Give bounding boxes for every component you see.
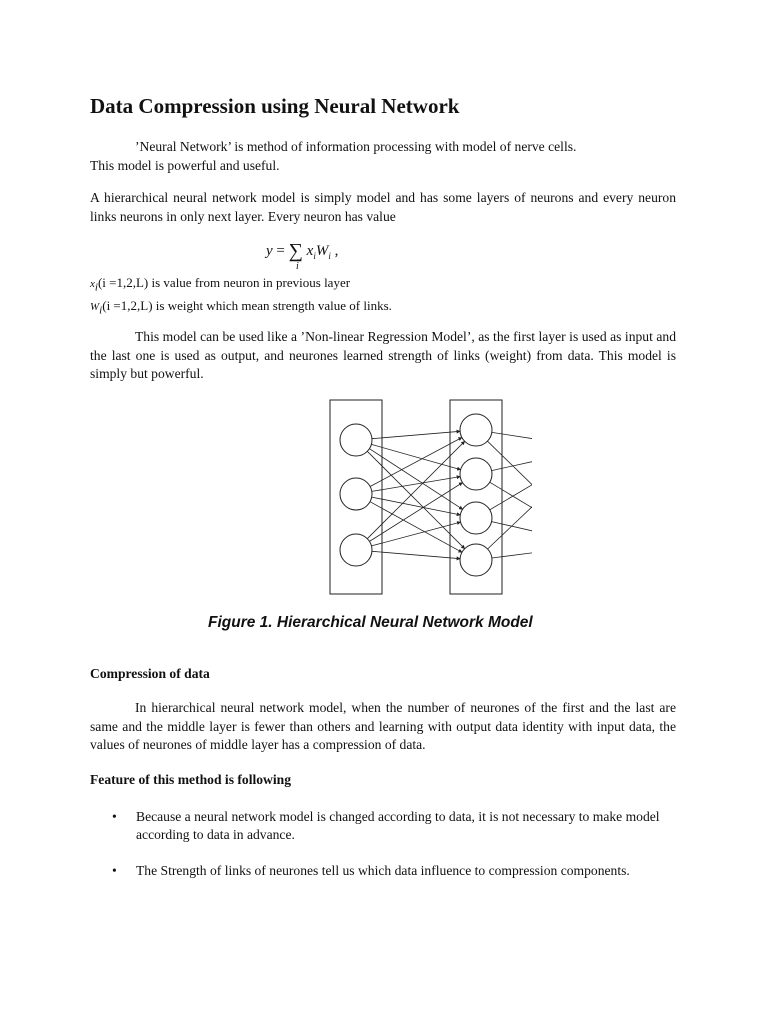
- document-title: Data Compression using Neural Network: [90, 94, 460, 118]
- neuron-link: [492, 432, 532, 445]
- neuron-link: [488, 441, 533, 534]
- feature-text-2: The Strength of links of neurones tell us which data influence to compression components.: [136, 863, 630, 878]
- neuron-node: [460, 458, 492, 490]
- formula-term-w: W: [315, 243, 329, 259]
- bullet-icon: •: [112, 863, 117, 878]
- definition-w-text: is weight which mean strength value of links.: [152, 297, 392, 313]
- intro-line-2: This model is powerful and useful.: [90, 157, 280, 173]
- neuron-node: [340, 478, 372, 510]
- definition-x-var: x: [90, 278, 95, 290]
- definition-w-var: W: [90, 300, 100, 313]
- definition-x-sub: i: [94, 281, 98, 294]
- neuron-link: [372, 522, 461, 546]
- formula-trailing: ,: [334, 243, 339, 259]
- neuron-link: [490, 482, 532, 537]
- sum-index: i: [296, 261, 299, 272]
- hierarchy-paragraph: A hierarchical neural network model is simply model and has some layers of neurons and every neuron links neurons in only next layer. Every neuron has value: [90, 190, 676, 224]
- neuron-node: [460, 414, 492, 446]
- neuron-link: [372, 551, 460, 558]
- formula-sub-x: i: [313, 251, 316, 261]
- definition-w: [90, 297, 676, 320]
- definition-w-sub: i: [99, 304, 103, 317]
- regression-paragraph: This model can be used like a ’Non-linear Regression Model’, as the first layer is used as input and the last one is used as output, and neurones learned strength of links (weight) from data. This model is simply but powerful.: [90, 329, 676, 381]
- intro-paragraph: [90, 138, 676, 175]
- neural-network-diagram: [240, 398, 532, 598]
- sum-symbol: ∑: [288, 240, 303, 262]
- features-list: [90, 808, 676, 899]
- compression-heading: Compression of data: [90, 666, 210, 681]
- intro-line-1: ’Neural Network’ is method of information processing with model of nerve cells.: [135, 139, 577, 154]
- neuron-link: [371, 444, 460, 469]
- neuron-node: [340, 534, 372, 566]
- definition-x-text: is value from neuron in previous layer: [148, 275, 351, 290]
- feature-text-1: Because a neural network model is changed according to data, it is not necessary to make model according to data in advance.: [136, 809, 660, 842]
- value-formula: [266, 240, 339, 272]
- neuron-link: [492, 451, 532, 470]
- bullet-icon: •: [112, 809, 117, 824]
- neuron-node: [460, 502, 492, 534]
- neuron-link: [370, 502, 462, 553]
- definition-x-range: (i =1,2,L): [97, 275, 149, 290]
- definition-x: [90, 274, 676, 297]
- neuron-node: [340, 424, 372, 456]
- figure-caption: Figure 1. Hierarchical Neural Network Model: [208, 614, 533, 631]
- neuron-link: [492, 522, 532, 542]
- formula-equals: =: [276, 243, 285, 259]
- compression-paragraph: In hierarchical neural network model, when the number of neurones of the first and the last are same and the middle layer is fewer than others and learning with output data identity with input data, the values of neurones of middle layer has a compression of data.: [90, 700, 676, 752]
- list-item: [90, 808, 676, 843]
- features-heading: Feature of this method is following: [90, 772, 292, 787]
- list-item: [90, 862, 676, 880]
- neuron-link: [492, 547, 532, 558]
- formula-lhs: y: [266, 243, 273, 259]
- definition-w-range: (i =1,2,L): [102, 297, 153, 313]
- definitions-block: [90, 274, 676, 319]
- formula-term-x: x: [306, 243, 314, 259]
- neuron-link: [372, 431, 460, 438]
- formula-sub-w: i: [328, 251, 331, 261]
- neuron-node: [460, 544, 492, 576]
